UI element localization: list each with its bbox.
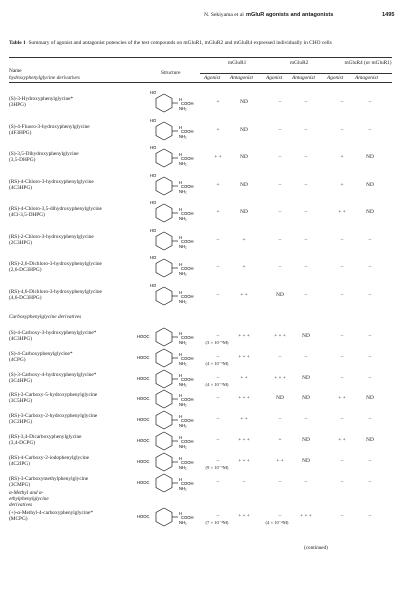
potency-cell: –: [340, 457, 344, 464]
table-caption: [9, 40, 389, 46]
compound-abbreviation: (2,6-DC3HPG): [9, 267, 42, 273]
svg-text:H: H: [179, 351, 183, 357]
potency-cell: –: [278, 353, 282, 360]
svg-text:COOH: COOH: [181, 480, 194, 486]
compound-name: (S)-3,5-Dihydroxyphenylglycine: [9, 151, 79, 157]
svg-text:COOH: COOH: [181, 459, 194, 465]
svg-text:HOOC: HOOC: [137, 334, 150, 339]
compound-abbreviation: (3C4HPG): [9, 377, 32, 384]
compound-abbreviation: (3HPG): [9, 102, 26, 108]
potency-cell: –: [340, 236, 344, 243]
svg-text:H: H: [179, 152, 183, 157]
potency-cell: + +: [338, 209, 346, 215]
svg-text:COOH: COOH: [181, 211, 194, 216]
potency-cell: –: [278, 416, 282, 423]
compound-abbreviation: (3,4-DCPG): [9, 440, 36, 446]
compound-abbreviation: (4Cl-3,5-DHPG): [9, 212, 45, 218]
compound-name: (S)-3-Carboxy-4-hydroxyphenylglycine*: [9, 371, 97, 378]
potency-cell: –: [278, 126, 282, 133]
compound-abbreviation: (3C2HPG): [9, 419, 32, 426]
svg-text:HO: HO: [150, 282, 157, 288]
svg-text:H: H: [179, 455, 183, 461]
potency-cell: + + +: [238, 457, 250, 464]
svg-text:NH₂: NH₂: [179, 423, 187, 429]
potency-cell: + +: [338, 395, 346, 402]
col-receptor-2: mGluR2: [290, 60, 309, 66]
potency-cell: ND: [366, 395, 374, 402]
potency-cell: –: [368, 236, 372, 243]
potency-cell: –: [368, 374, 372, 381]
compound-name: (RS)-2-Chloro-3-hydroxyphenylglycine: [9, 233, 94, 240]
potency-cell: –: [368, 457, 372, 464]
potency-cell: ND: [302, 437, 310, 443]
potency-cell: –: [278, 154, 282, 160]
svg-text:H: H: [179, 476, 183, 482]
potency-cell: –: [304, 291, 308, 298]
potency-cell: +: [242, 264, 246, 270]
potency-cell: ND: [240, 126, 248, 133]
structure-drawing: [150, 200, 196, 230]
svg-text:HO: HO: [150, 145, 157, 150]
table-row: [0, 90, 413, 120]
potency-cell: ND: [276, 395, 284, 402]
col-name: Name: [9, 68, 22, 74]
potency-cell: –: [304, 154, 308, 160]
svg-text:HO: HO: [150, 117, 157, 123]
svg-text:H: H: [179, 289, 183, 295]
svg-text:H: H: [179, 414, 183, 420]
svg-text:NH₂: NH₂: [179, 298, 187, 304]
concentration-note: (4 × 10⁻⁵M): [205, 360, 229, 366]
concentration-note: (7 × 10⁻⁴M): [205, 520, 229, 525]
potency-cell: –: [304, 236, 308, 243]
table-caption-text: Summary of agonist and antagonist potencies of the test compounds on mGluR1, mGluR2 and mGluR4 expressed individually in CHO cells: [28, 40, 332, 46]
svg-text:COOH: COOH: [181, 376, 194, 382]
potency-cell: –: [340, 291, 344, 298]
svg-text:NH₂: NH₂: [179, 381, 187, 387]
svg-text:H: H: [179, 435, 183, 440]
potency-cell: +: [216, 126, 220, 133]
potency-cell: +: [340, 181, 344, 188]
svg-text:NH₂: NH₂: [179, 161, 187, 166]
compound-abbreviation: (4C3HPG): [9, 336, 32, 342]
potency-cell: –: [216, 374, 220, 381]
svg-text:H: H: [179, 511, 183, 516]
potency-cell: –: [340, 513, 344, 519]
table-row: [0, 510, 413, 534]
compound-abbreviation: (2C3HPG): [9, 239, 32, 246]
potency-cell: ND: [276, 291, 284, 298]
svg-text:NH₂: NH₂: [179, 243, 187, 249]
svg-text:NH₂: NH₂: [179, 188, 187, 194]
svg-text:COOH: COOH: [181, 293, 194, 299]
potency-cell: –: [368, 291, 372, 298]
potency-cell: +: [216, 181, 220, 188]
potency-cell: ND: [366, 437, 374, 443]
table-row: [0, 145, 413, 175]
table-row: [0, 172, 413, 203]
svg-text:COOH: COOH: [181, 156, 194, 161]
svg-text:COOH: COOH: [181, 355, 194, 361]
potency-cell: –: [216, 291, 220, 298]
potency-cell: –: [216, 264, 220, 270]
svg-text:HOOC: HOOC: [137, 354, 150, 360]
potency-cell: –: [216, 478, 220, 485]
structure-drawing: [150, 255, 196, 285]
potency-cell: + + +: [238, 353, 250, 360]
potency-cell: –: [278, 513, 282, 519]
svg-text:NH₂: NH₂: [179, 133, 187, 139]
compound-name: (RS)-3-Carboxy-5-hydroxyphenylglycine: [9, 392, 98, 399]
svg-text:H: H: [179, 234, 183, 240]
header-running-title: mGluR agonists and antagonists: [246, 12, 334, 18]
svg-text:COOH: COOH: [181, 101, 194, 106]
concentration-note: (4 × 10⁻⁵M): [205, 381, 229, 387]
potency-cell: –: [368, 478, 372, 485]
potency-cell: –: [304, 264, 308, 270]
svg-text:H: H: [179, 331, 183, 336]
potency-cell: –: [216, 395, 220, 402]
svg-text:HOOC: HOOC: [137, 375, 150, 381]
structure-drawing: [150, 90, 196, 120]
potency-cell: –: [368, 264, 372, 270]
compound-name: (RS)-4,6-Dichloro-3-hydroxyphenylglycine: [9, 288, 102, 295]
col-structure: Structure: [161, 70, 181, 76]
potency-cell: –: [340, 264, 344, 270]
potency-cell: –: [216, 416, 220, 423]
potency-cell: –: [304, 478, 308, 485]
potency-cell: –: [278, 181, 282, 188]
compound-name: (RS)-3-Carboxy-2-hydroxyphenylglycine: [9, 413, 98, 420]
potency-cell: –: [242, 478, 246, 485]
compound-name: (RS)-3-Carboxymethylphenylglycine: [9, 475, 89, 482]
potency-cell: –: [304, 126, 308, 133]
table-top-rule: [9, 57, 392, 58]
svg-text:COOH: COOH: [181, 183, 194, 189]
compound-name: (S)-4-Carboxy-3-hydroxyphenylglycine*: [9, 330, 97, 336]
svg-text:NH₂: NH₂: [179, 520, 187, 525]
svg-text:NH₂: NH₂: [179, 216, 187, 221]
compound-name: (+)-α-Methyl-4-carboxyphenylglycine*: [9, 510, 94, 516]
svg-text:H: H: [179, 262, 183, 267]
potency-cell: –: [340, 374, 344, 381]
potency-cell: –: [368, 416, 372, 423]
compound-abbreviation: (MCPG): [9, 516, 28, 522]
svg-text:H: H: [179, 97, 183, 102]
col-agonist-3: Agonist: [327, 75, 344, 81]
potency-cell: –: [304, 99, 308, 105]
header-authors: N. Sekiyama et al: [204, 12, 244, 18]
potency-cell: ND: [240, 154, 248, 160]
table-row: [0, 117, 413, 148]
concentration-note: (4 × 10⁻⁴M): [265, 520, 289, 525]
svg-text:COOH: COOH: [181, 335, 194, 340]
compound-name: (RS)-3,4-Dicarboxyphenylglycine: [9, 434, 82, 440]
potency-cell: + +: [240, 416, 248, 423]
header-mid-rule: [200, 73, 392, 74]
compound-abbreviation: (4,6-DC3HPG): [9, 294, 42, 301]
section-hydroxy: hydroxyphenylglycine derivatives: [9, 75, 80, 81]
compound-abbreviation: (4C3HPG): [9, 184, 32, 191]
structure-drawing: [150, 118, 196, 148]
table-row: [0, 255, 413, 285]
svg-text:NH₂: NH₂: [179, 106, 187, 111]
potency-cell: –: [340, 333, 344, 339]
potency-cell: –: [368, 126, 372, 133]
potency-cell: +: [340, 154, 344, 160]
potency-cell: + +: [214, 154, 222, 160]
compound-name: (S)-3-Hydroxyphenylglycine*: [9, 96, 74, 102]
potency-cell: –: [340, 126, 344, 133]
potency-cell: + +: [276, 457, 284, 464]
potency-cell: –: [368, 353, 372, 360]
potency-cell: –: [278, 236, 282, 243]
potency-cell: + +: [240, 374, 248, 381]
svg-text:H: H: [179, 393, 183, 399]
compound-name: (RS)-4-Carboxy-2-iodophenylglycine: [9, 454, 90, 461]
compound-name: (S)-4-Carboxyphenylglycine*: [9, 350, 73, 357]
compound-abbreviation: (3,5-DHPG): [9, 157, 36, 163]
potency-cell: ND: [366, 154, 374, 160]
potency-cell: + + +: [238, 333, 250, 339]
potency-cell: –: [216, 457, 220, 464]
potency-cell: + + +: [274, 374, 286, 381]
svg-text:H: H: [179, 372, 183, 378]
potency-cell: ND: [302, 457, 310, 464]
compound-abbreviation: (4CPG): [9, 356, 26, 363]
structure-drawing: [150, 145, 196, 175]
potency-cell: –: [278, 209, 282, 215]
potency-cell: ND: [240, 99, 248, 105]
potency-cell: + + +: [300, 513, 312, 519]
col-antagonist-3: Antagonist: [355, 75, 378, 81]
section-carboxy: Carboxyphenylglycine derivatives: [9, 314, 82, 320]
compound-abbreviation: (4F3HPG): [9, 129, 32, 136]
potency-cell: –: [278, 99, 282, 105]
compound-name: (RS)-4-Chloro-3,5-dihydroxyphenylglycine: [9, 206, 102, 212]
potency-cell: –: [278, 478, 282, 485]
potency-cell: ND: [302, 395, 310, 402]
potency-cell: –: [340, 99, 344, 105]
potency-cell: ND: [302, 333, 310, 339]
svg-text:H: H: [179, 179, 183, 185]
potency-cell: –: [304, 181, 308, 188]
svg-text:HO: HO: [150, 255, 157, 260]
potency-cell: –: [340, 416, 344, 423]
svg-text:NH₂: NH₂: [179, 271, 187, 276]
svg-text:COOH: COOH: [181, 515, 194, 520]
potency-cell: +: [242, 236, 246, 243]
svg-text:COOH: COOH: [181, 439, 194, 444]
potency-cell: –: [304, 209, 308, 215]
svg-text:H: H: [179, 207, 183, 212]
table-row: [0, 282, 413, 313]
svg-text:HOOC: HOOC: [137, 458, 150, 464]
potency-cell: –: [304, 416, 308, 423]
col-receptor-3: mGluR4 (or mGluR1): [344, 60, 392, 66]
potency-cell: –: [368, 99, 372, 105]
svg-text:HOOC: HOOC: [137, 396, 150, 402]
potency-cell: + +: [338, 437, 346, 443]
header-page-number: 1495: [382, 12, 395, 18]
structure-drawing: [150, 173, 196, 203]
svg-text:NH₂: NH₂: [179, 360, 187, 366]
svg-text:HO: HO: [150, 90, 157, 95]
potency-cell: –: [340, 478, 344, 485]
potency-cell: –: [278, 264, 282, 270]
compound-abbreviation: (3C5HPG): [9, 398, 32, 405]
col-agonist-1: Agonist: [204, 75, 221, 81]
svg-text:HO: HO: [150, 227, 157, 233]
svg-text:HOOC: HOOC: [137, 417, 150, 423]
potency-cell: –: [340, 353, 344, 360]
potency-cell: –: [368, 513, 372, 519]
svg-text:HO: HO: [150, 200, 157, 205]
potency-cell: –: [368, 333, 372, 339]
potency-cell: –: [216, 353, 220, 360]
compound-abbreviation: (4C2IPG): [9, 460, 30, 467]
svg-text:HOOC: HOOC: [137, 514, 150, 519]
potency-cell: ND: [240, 209, 248, 215]
table-row: [0, 227, 413, 258]
svg-text:COOH: COOH: [181, 128, 194, 134]
compound-name: (S)-4-Fluoro-3-hydroxyphenylglycine: [9, 123, 90, 130]
svg-text:HOOC: HOOC: [137, 479, 150, 485]
potency-cell: + +: [240, 291, 248, 298]
svg-text:HOOC: HOOC: [137, 438, 150, 443]
svg-text:HO: HO: [150, 172, 157, 178]
running-header: [0, 10, 413, 22]
structure-drawing: [150, 228, 196, 258]
col-agonist-2: Agonist: [266, 75, 283, 81]
potency-cell: +: [216, 99, 220, 105]
potency-cell: ND: [366, 181, 374, 188]
svg-text:COOH: COOH: [181, 266, 194, 271]
potency-cell: ND: [240, 181, 248, 188]
potency-cell: + + +: [238, 395, 250, 402]
potency-cell: + + +: [238, 437, 250, 443]
concentration-note: (9 × 10⁻⁵M): [205, 464, 229, 470]
potency-cell: ND: [302, 374, 310, 381]
potency-cell: –: [216, 333, 220, 339]
potency-cell: –: [216, 437, 220, 443]
concentration-note: (3 × 10⁻⁵M): [205, 340, 229, 345]
potency-cell: –: [304, 353, 308, 360]
svg-text:COOH: COOH: [181, 397, 194, 403]
potency-cell: –: [216, 236, 220, 243]
continued-label: (continued): [304, 545, 328, 551]
potency-cell: ND: [366, 209, 374, 215]
col-antagonist-2: Antagonist: [292, 75, 315, 81]
svg-text:H: H: [179, 124, 183, 130]
table-row: [0, 200, 413, 230]
potency-cell: + + +: [274, 333, 286, 339]
col-receptor-1: mGluR1: [228, 60, 247, 66]
structure-drawing: [150, 283, 196, 313]
potency-cell: + + +: [238, 513, 250, 519]
svg-text:COOH: COOH: [181, 238, 194, 244]
svg-text:NH₂: NH₂: [179, 464, 187, 470]
structure-drawing: [137, 504, 196, 534]
compound-abbreviation: (3CMPG): [9, 481, 31, 488]
potency-cell: +: [216, 209, 220, 215]
svg-text:NH₂: NH₂: [179, 485, 187, 491]
structure-drawing: [137, 470, 196, 500]
compound-name: (RS)-2,6-Dichloro-3-hydroxyphenylglycine: [9, 261, 102, 267]
svg-text:NH₂: NH₂: [179, 340, 187, 345]
svg-text:NH₂: NH₂: [179, 444, 187, 449]
svg-text:NH₂: NH₂: [179, 402, 187, 408]
compound-name: (RS)-4-Chloro-3-hydroxyphenylglycine: [9, 178, 94, 185]
header-bottom-rule: [9, 82, 392, 83]
potency-cell: –: [216, 513, 220, 519]
section-alpha: α-Methyl and α-ethylphenylglycine derivatives: [9, 490, 49, 509]
table-label: Table 1: [9, 40, 26, 46]
svg-text:COOH: COOH: [181, 418, 194, 424]
potency-cell: +: [278, 437, 282, 443]
col-antagonist-1: Antagonist: [230, 75, 253, 81]
